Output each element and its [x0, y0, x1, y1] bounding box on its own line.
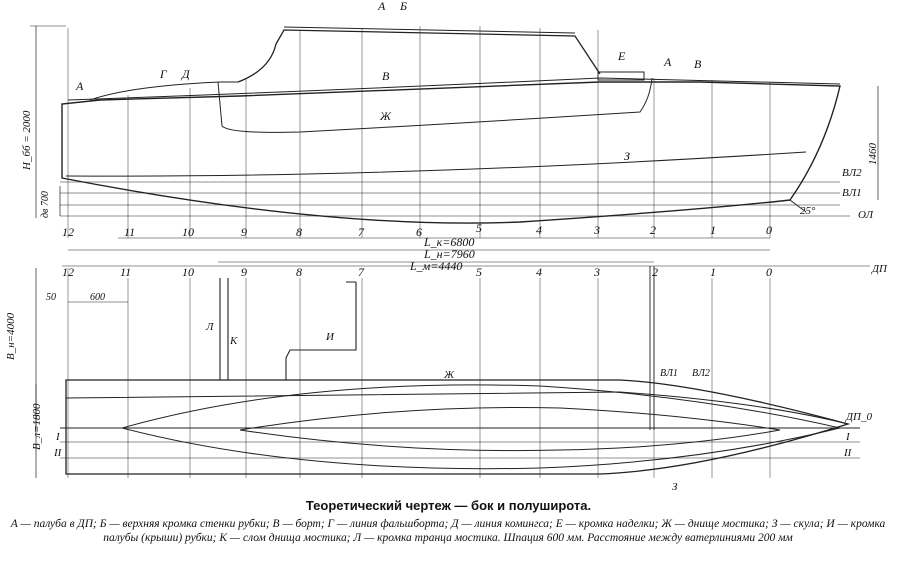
side-station-label: 10 [182, 225, 194, 239]
bridge-bottom [222, 78, 652, 132]
sheer-line [68, 78, 840, 100]
bridge-side [218, 82, 222, 126]
label-zh: Ж [444, 369, 455, 381]
cabin-top-line [284, 27, 575, 33]
side-station-label: 6 [416, 225, 422, 239]
plan-station-label: 1 [710, 265, 716, 279]
side-station-label: 2 [650, 223, 656, 237]
plan-cabin-outline [220, 278, 356, 380]
side-station-label: 0 [766, 223, 772, 237]
curve-letter-a: А [76, 79, 84, 93]
dim-600: 600 [90, 292, 105, 303]
dim-draft: дв 700 [40, 191, 51, 218]
plan-chine-lens [122, 385, 840, 469]
side-station-label: 9 [241, 225, 247, 239]
label-dp: ДП [872, 263, 887, 275]
curve-letter-v: В [694, 57, 702, 71]
plan-station-label: 3 [594, 265, 600, 279]
side-station-label: 11 [124, 225, 136, 239]
curve-letter-a: А [664, 55, 672, 69]
cabin-profile [238, 30, 600, 82]
plan-inner-lens [240, 407, 780, 450]
curve-letter-d: Д [182, 67, 190, 81]
label-vl1: ВЛ1 [660, 368, 678, 379]
label-roman-1-left: I [56, 431, 60, 443]
side-station-label: 1 [710, 223, 716, 237]
side-station-label: 7 [358, 225, 364, 239]
plan-station-label: 5 [476, 265, 482, 279]
label-dp0: ДП_0 [846, 411, 872, 423]
side-station-label: 12 [62, 225, 74, 239]
label-roman-2-left: II [54, 447, 62, 459]
waterline-label-ol: ОЛ [858, 209, 874, 221]
plan-station-label: 9 [241, 265, 247, 279]
dim-angle: 25° [800, 205, 816, 217]
chine-line [66, 152, 806, 176]
dim-length-m: L_м=4440 [410, 259, 463, 273]
dim-height-right: 1460 [867, 143, 879, 165]
dim-50: 50 [46, 292, 56, 303]
waterline-label-vl1: ВЛ1 [842, 187, 862, 199]
figure-title: Теоретический чертеж — бок и полуширота. [305, 498, 592, 513]
label-l: Л [206, 321, 214, 333]
label-k: К [230, 335, 238, 347]
dim-beam-l: В_л=1800 [31, 403, 43, 450]
side-station-label: 8 [296, 225, 302, 239]
plan-station-label: 11 [120, 265, 132, 279]
plan-side-line [66, 392, 848, 424]
label-z: З [672, 481, 678, 493]
waterline-label-vl2: ВЛ2 [842, 167, 862, 179]
dim-length-k: L_к=6800 [424, 235, 475, 249]
side-station-label: 4 [536, 223, 542, 237]
curve-letter-a: А [378, 0, 386, 13]
curve-letter-g: Г [160, 67, 167, 81]
label-vl2: ВЛ2 [692, 368, 710, 379]
label-i: И [326, 331, 334, 343]
dim-height-side: Н_бб = 2000 [21, 110, 33, 170]
dim-beam-n: В_н=4000 [5, 312, 17, 360]
plan-station-label: 10 [182, 265, 194, 279]
plan-station-label: 8 [296, 265, 302, 279]
side-station-label: 3 [594, 223, 600, 237]
figure-legend: А — палуба в ДП; Б — верхняя кромка стенки рубки; В — борт; Г — линия фальшборта; Д — линия комингса; Е — кромка наделки; Ж — днище мостика; З — скула; И — кромка палубы (крыши) рубки; К — слом днища мостика; Л — кромка транца мостика. Шпация 600 мм. Расстояние между ватерлиниями 200 мм [10, 518, 886, 544]
plan-station-label: 4 [536, 265, 542, 279]
side-station-label: 5 [476, 221, 482, 235]
curve-letter-z: З [624, 149, 630, 163]
plan-station-label: 7 [358, 265, 364, 279]
label-roman-1-right: I [846, 431, 850, 443]
dim-length-n: L_н=7960 [424, 247, 475, 261]
hull-profile [62, 82, 840, 223]
curve-letter-v: В [382, 69, 390, 83]
curve-letter-e: Е [618, 49, 626, 63]
plan-station-label: 12 [62, 265, 74, 279]
plan-station-label: 0 [766, 265, 772, 279]
label-roman-2-right: II [844, 447, 852, 459]
plan-station-label: 2 [652, 265, 658, 279]
curve-letter-b: Б [400, 0, 408, 13]
curve-letter-zh: Ж [380, 109, 391, 123]
